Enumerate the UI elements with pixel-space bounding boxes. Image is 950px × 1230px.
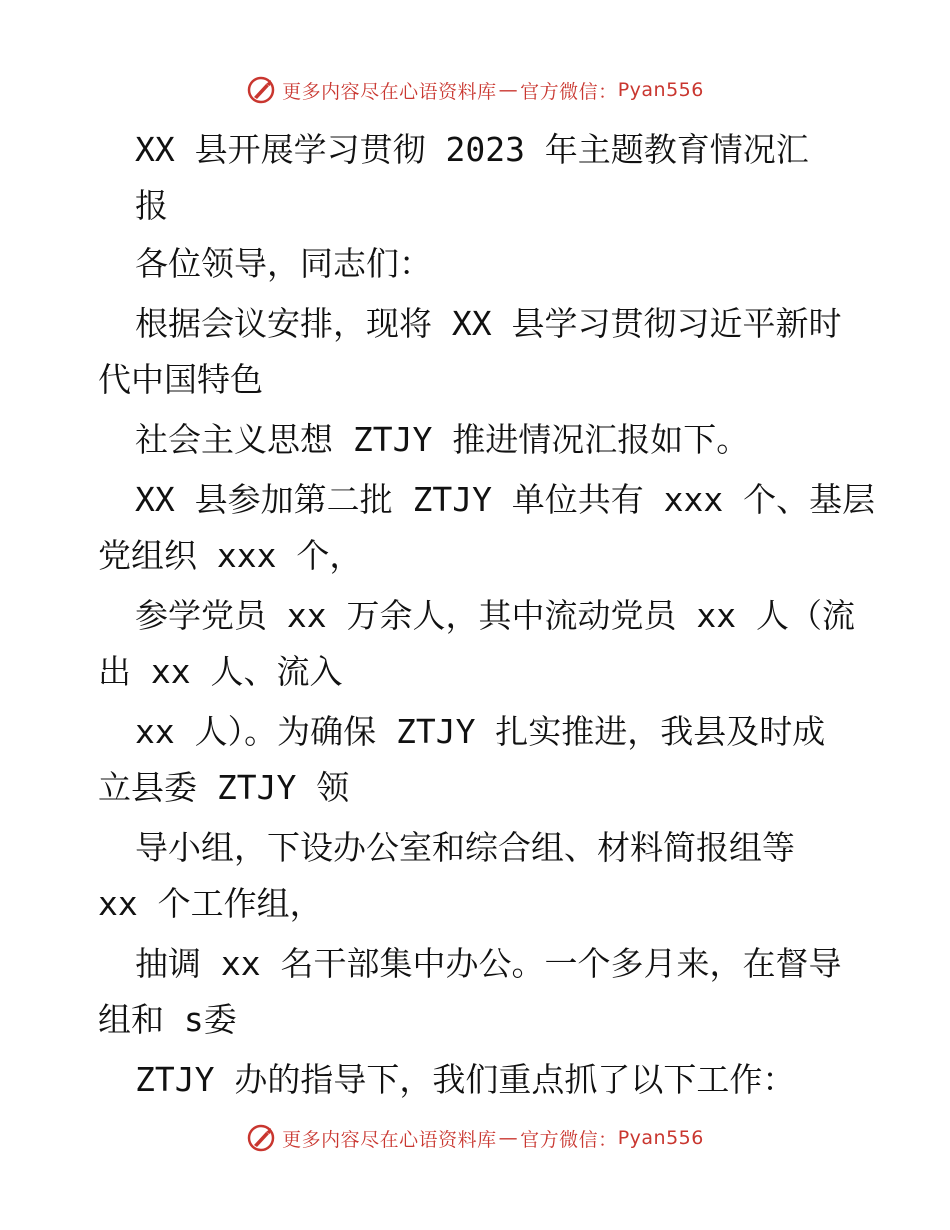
watermark-account: Pyan556: [617, 1127, 704, 1149]
paragraph-line: 党组织 xxx 个，: [98, 536, 363, 575]
watermark-separator: —: [498, 79, 519, 101]
watermark-wechat-label: 官方微信：: [520, 80, 618, 103]
paragraph-line: 社会主义思想 ZTJY 推进情况汇报如下。: [135, 420, 750, 459]
paragraph-line: xx 个工作组，: [98, 884, 323, 923]
header-watermark: [0, 70, 950, 110]
document-title-line-1: XX 县开展学习贯彻 2023 年主题教育情况汇: [135, 130, 809, 169]
paragraph-line: 出 xx 人、流入: [98, 652, 343, 691]
paragraph-line: 代中国特色: [98, 360, 263, 399]
paragraph-line: 参学党员 xx 万余人，其中流动党员 xx 人（流: [135, 596, 855, 635]
document-title-line-2: 报: [135, 186, 168, 225]
footer-watermark: [0, 1118, 950, 1158]
paragraph-line: ZTJY 办的指导下，我们重点抓了以下工作：: [135, 1060, 796, 1099]
watermark-wechat-label: 官方微信：: [520, 1128, 618, 1151]
quill-logo-icon: [246, 75, 276, 105]
paragraph-line: XX 县参加第二批 ZTJY 单位共有 xxx 个、基层: [135, 480, 876, 519]
paragraph-line: 根据会议安排，现将 XX 县学习贯彻习近平新时: [135, 304, 842, 343]
paragraph-line: xx 人）。为确保 ZTJY 扎实推进，我县及时成: [135, 712, 826, 751]
paragraph-line: 导小组，下设办公室和综合组、材料简报组等: [135, 828, 795, 867]
watermark-separator: —: [498, 1127, 519, 1149]
quill-logo-icon: [246, 1123, 276, 1153]
paragraph-line: 抽调 xx 名干部集中办公。一个多月来，在督导: [135, 944, 842, 983]
greeting: 各位领导，同志们：: [135, 244, 432, 283]
watermark-text: 更多内容尽在心语资料库: [282, 1128, 497, 1151]
paragraph-line: 组和 s委: [98, 1000, 237, 1039]
watermark-text: 更多内容尽在心语资料库: [282, 80, 497, 103]
watermark-account: Pyan556: [617, 79, 704, 101]
paragraph-line: 立县委 ZTJY 领: [98, 768, 350, 807]
